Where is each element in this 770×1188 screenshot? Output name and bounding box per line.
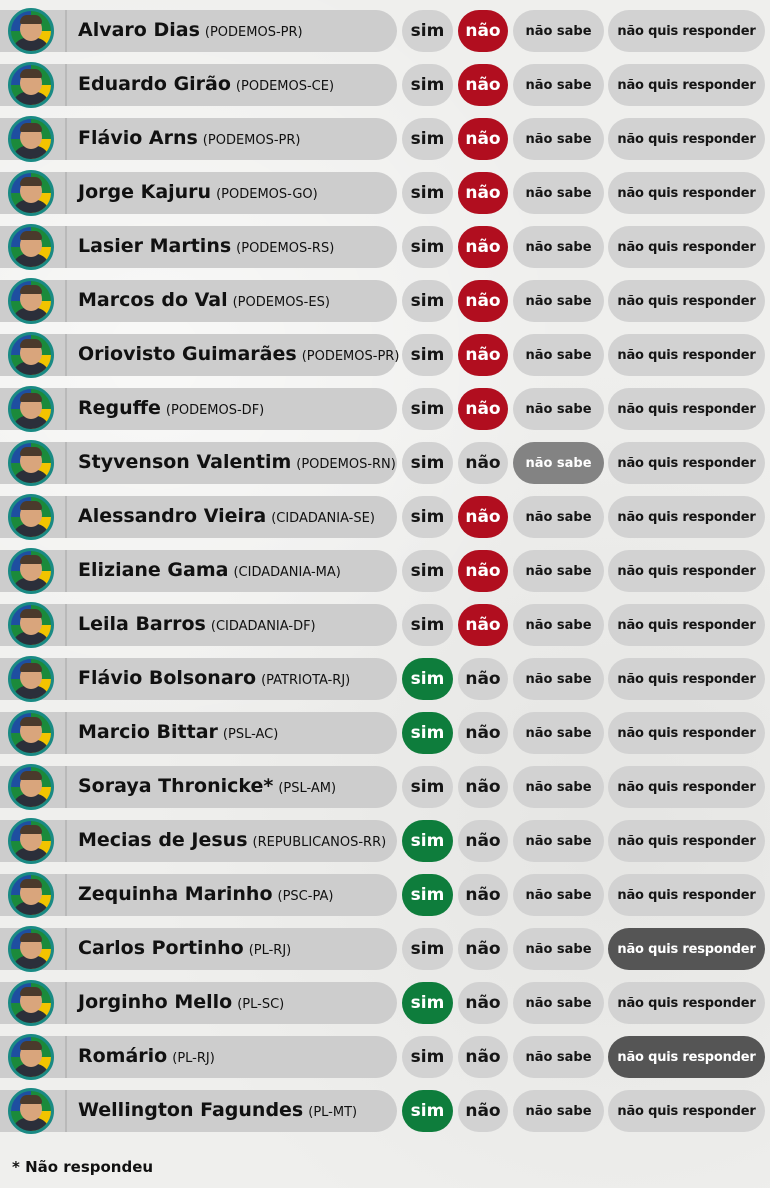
senator-photo — [8, 1088, 54, 1134]
divider — [65, 1036, 67, 1078]
answer-nao-sabe: não sabe — [513, 604, 604, 646]
senator-row — [0, 602, 770, 656]
answer-nao-sabe: não sabe — [513, 820, 604, 862]
answer-nao-quis-responder: não quis responder — [608, 658, 765, 700]
senator-name — [78, 667, 350, 689]
senator-row — [0, 1034, 770, 1088]
senator-party: (REPUBLICANOS-RR) — [252, 835, 387, 850]
answer-nao-sabe: não sabe — [513, 334, 604, 376]
divider — [65, 388, 67, 430]
senator-row — [0, 386, 770, 440]
divider — [65, 1090, 67, 1132]
answer-nao-sabe: não sabe — [513, 928, 604, 970]
answer-nao-sabe: não sabe — [513, 172, 604, 214]
answer-nao-sabe: não sabe — [513, 388, 604, 430]
senator-photo — [8, 926, 54, 972]
senator-row — [0, 656, 770, 710]
answer-sim: sim — [402, 982, 453, 1024]
answer-nao: não — [458, 928, 508, 970]
divider — [65, 820, 67, 862]
answer-nao-quis-responder: não quis responder — [608, 118, 765, 160]
senator-name-text: Wellington Fagundes — [78, 1099, 304, 1121]
senator-photo — [8, 386, 54, 432]
senator-photo — [8, 224, 54, 270]
senator-name-text: Alvaro Dias — [78, 19, 200, 41]
answer-nao: não — [458, 118, 508, 160]
senator-name-text: Jorginho Mello — [78, 991, 233, 1013]
answer-sim: sim — [402, 874, 453, 916]
senator-photo — [8, 710, 54, 756]
senator-party: (PSL-AM) — [278, 781, 337, 796]
senator-list — [0, 8, 770, 1142]
senator-row — [0, 926, 770, 980]
answer-nao-quis-responder: não quis responder — [608, 1036, 765, 1078]
senator-row — [0, 62, 770, 116]
answer-nao: não — [458, 334, 508, 376]
senator-photo — [8, 656, 54, 702]
senator-party: (PODEMOS-GO) — [216, 187, 318, 202]
senator-name-text: Romário — [78, 1045, 168, 1067]
senator-photo — [8, 440, 54, 486]
divider — [65, 658, 67, 700]
senator-photo — [8, 1034, 54, 1080]
senator-name — [78, 559, 341, 581]
divider — [65, 280, 67, 322]
answer-nao-quis-responder: não quis responder — [608, 172, 765, 214]
answer-nao: não — [458, 280, 508, 322]
answer-nao-quis-responder: não quis responder — [608, 1090, 765, 1132]
answer-nao-quis-responder: não quis responder — [608, 226, 765, 268]
senator-name — [78, 1045, 215, 1067]
answer-nao-sabe: não sabe — [513, 118, 604, 160]
senator-name — [78, 235, 334, 257]
answer-nao-sabe: não sabe — [513, 982, 604, 1024]
senator-name-text: Styvenson Valentim — [78, 451, 292, 473]
senator-party: (CIDADANIA-SE) — [271, 511, 375, 526]
senator-name-text: Marcio Bittar — [78, 721, 218, 743]
answer-nao-quis-responder: não quis responder — [608, 604, 765, 646]
answer-nao-sabe: não sabe — [513, 10, 604, 52]
senator-party: (PODEMOS-DF) — [165, 403, 265, 418]
answer-nao-sabe: não sabe — [513, 766, 604, 808]
senator-name — [78, 883, 333, 905]
senator-name — [78, 505, 375, 527]
senator-name — [78, 19, 303, 41]
divider — [65, 10, 67, 52]
answer-sim: sim — [402, 172, 453, 214]
answer-nao-sabe: não sabe — [513, 658, 604, 700]
answer-sim: sim — [402, 820, 453, 862]
senator-party: (PATRIOTA-RJ) — [261, 673, 351, 688]
answer-sim: sim — [402, 280, 453, 322]
senator-row — [0, 548, 770, 602]
senator-photo — [8, 332, 54, 378]
senator-name — [78, 127, 301, 149]
answer-nao-sabe: não sabe — [513, 1090, 604, 1132]
answer-nao-quis-responder: não quis responder — [608, 64, 765, 106]
answer-nao: não — [458, 10, 508, 52]
answer-nao: não — [458, 496, 508, 538]
answer-nao: não — [458, 604, 508, 646]
senator-photo — [8, 872, 54, 918]
senator-row — [0, 332, 770, 386]
senator-name — [78, 937, 291, 959]
senator-name — [78, 289, 330, 311]
senator-name-text: Lasier Martins — [78, 235, 232, 257]
answer-nao-quis-responder: não quis responder — [608, 874, 765, 916]
senator-row — [0, 224, 770, 278]
divider — [65, 442, 67, 484]
answer-nao: não — [458, 442, 508, 484]
answer-nao: não — [458, 820, 508, 862]
answer-nao-quis-responder: não quis responder — [608, 550, 765, 592]
senator-name — [78, 721, 278, 743]
senator-photo — [8, 818, 54, 864]
senator-party: (PSC-PA) — [277, 889, 334, 904]
senator-row — [0, 764, 770, 818]
answer-sim: sim — [402, 712, 453, 754]
senator-photo — [8, 494, 54, 540]
answer-nao-sabe: não sabe — [513, 64, 604, 106]
senator-party: (CIDADANIA-MA) — [233, 565, 341, 580]
answer-nao-quis-responder: não quis responder — [608, 928, 765, 970]
answer-nao: não — [458, 172, 508, 214]
senator-row — [0, 710, 770, 764]
answer-nao: não — [458, 874, 508, 916]
answer-nao-quis-responder: não quis responder — [608, 388, 765, 430]
senator-row — [0, 1088, 770, 1142]
answer-nao: não — [458, 550, 508, 592]
answer-nao-quis-responder: não quis responder — [608, 442, 765, 484]
answer-nao: não — [458, 1090, 508, 1132]
answer-sim: sim — [402, 226, 453, 268]
answer-sim: sim — [402, 1036, 453, 1078]
divider — [65, 982, 67, 1024]
senator-row — [0, 440, 770, 494]
divider — [65, 334, 67, 376]
senator-row — [0, 8, 770, 62]
answer-sim: sim — [402, 928, 453, 970]
divider — [65, 64, 67, 106]
senator-photo — [8, 764, 54, 810]
senator-party: (PL-RJ) — [248, 943, 292, 958]
divider — [65, 874, 67, 916]
senator-name-text: Reguffe — [78, 397, 161, 419]
answer-nao: não — [458, 64, 508, 106]
senator-name-text: Jorge Kajuru — [78, 181, 212, 203]
answer-nao-quis-responder: não quis responder — [608, 766, 765, 808]
senator-photo — [8, 62, 54, 108]
divider — [65, 766, 67, 808]
answer-nao-quis-responder: não quis responder — [608, 820, 765, 862]
answer-sim: sim — [402, 388, 453, 430]
divider — [65, 712, 67, 754]
senator-name-text: Oriovisto Guimarães — [78, 343, 297, 365]
senator-name-text: Eliziane Gama — [78, 559, 229, 581]
answer-nao-quis-responder: não quis responder — [608, 712, 765, 754]
answer-sim: sim — [402, 604, 453, 646]
senator-name — [78, 991, 284, 1013]
senator-row — [0, 170, 770, 224]
answer-nao-quis-responder: não quis responder — [608, 982, 765, 1024]
senator-name-text: Carlos Portinho — [78, 937, 244, 959]
divider — [65, 118, 67, 160]
senator-name-text: Flávio Bolsonaro — [78, 667, 257, 689]
answer-sim: sim — [402, 64, 453, 106]
senator-party: (PODEMOS-ES) — [232, 295, 330, 310]
senator-name-text: Flávio Arns — [78, 127, 198, 149]
senator-photo — [8, 170, 54, 216]
answer-nao: não — [458, 388, 508, 430]
senator-row — [0, 818, 770, 872]
answer-sim: sim — [402, 550, 453, 592]
divider — [65, 928, 67, 970]
senator-party: (PL-SC) — [237, 997, 285, 1012]
answer-nao: não — [458, 1036, 508, 1078]
answer-nao: não — [458, 766, 508, 808]
senator-name — [78, 73, 334, 95]
answer-sim: sim — [402, 1090, 453, 1132]
senator-party: (PODEMOS-PR) — [204, 25, 303, 40]
answer-nao-sabe: não sabe — [513, 496, 604, 538]
senator-photo — [8, 980, 54, 1026]
senator-party: (CIDADANIA-DF) — [210, 619, 316, 634]
answer-sim: sim — [402, 442, 453, 484]
answer-nao-sabe: não sabe — [513, 1036, 604, 1078]
senator-photo — [8, 602, 54, 648]
answer-nao: não — [458, 982, 508, 1024]
senator-name — [78, 1099, 357, 1121]
senator-name-text: Eduardo Girão — [78, 73, 231, 95]
senator-party: (PL-MT) — [308, 1105, 358, 1120]
senator-photo — [8, 8, 54, 54]
answer-nao-quis-responder: não quis responder — [608, 10, 765, 52]
senator-photo — [8, 278, 54, 324]
senator-name-text: Zequinha Marinho — [78, 883, 273, 905]
senator-name-text: Leila Barros — [78, 613, 206, 635]
divider — [65, 496, 67, 538]
answer-sim: sim — [402, 334, 453, 376]
senator-row — [0, 278, 770, 332]
answer-nao-sabe: não sabe — [513, 874, 604, 916]
answer-sim: sim — [402, 766, 453, 808]
divider — [65, 550, 67, 592]
senator-party: (PSL-AC) — [222, 727, 279, 742]
answer-sim: sim — [402, 10, 453, 52]
senator-party: (PODEMOS-CE) — [235, 79, 335, 94]
divider — [65, 226, 67, 268]
answer-nao-sabe: não sabe — [513, 550, 604, 592]
senator-party: (PODEMOS-RS) — [236, 241, 335, 256]
senator-name — [78, 181, 318, 203]
senator-row — [0, 980, 770, 1034]
senator-name — [78, 343, 399, 365]
senator-photo — [8, 548, 54, 594]
answer-nao: não — [458, 658, 508, 700]
senator-name — [78, 775, 336, 797]
answer-nao-quis-responder: não quis responder — [608, 496, 765, 538]
answer-nao-quis-responder: não quis responder — [608, 280, 765, 322]
senator-party: (PL-RJ) — [172, 1051, 215, 1066]
senator-party: (PODEMOS-PR) — [202, 133, 301, 148]
senator-row — [0, 872, 770, 926]
senator-name-text: Soraya Thronicke* — [78, 775, 274, 797]
senator-photo — [8, 116, 54, 162]
senator-party: (PODEMOS-RN) — [296, 457, 396, 472]
divider — [65, 604, 67, 646]
senator-name — [78, 451, 396, 473]
senator-name-text: Marcos do Val — [78, 289, 228, 311]
answer-nao: não — [458, 226, 508, 268]
answer-sim: sim — [402, 118, 453, 160]
footnote: * Não respondeu — [12, 1158, 154, 1176]
answer-nao-sabe: não sabe — [513, 226, 604, 268]
senator-name — [78, 829, 386, 851]
answer-nao-sabe: não sabe — [513, 280, 604, 322]
senator-row — [0, 116, 770, 170]
senator-name — [78, 613, 316, 635]
answer-sim: sim — [402, 658, 453, 700]
senator-party: (PODEMOS-PR) — [301, 349, 400, 364]
answer-nao-quis-responder: não quis responder — [608, 334, 765, 376]
answer-nao: não — [458, 712, 508, 754]
divider — [65, 172, 67, 214]
senator-row — [0, 494, 770, 548]
senator-name-text: Alessandro Vieira — [78, 505, 267, 527]
answer-sim: sim — [402, 496, 453, 538]
senator-name-text: Mecias de Jesus — [78, 829, 248, 851]
answer-nao-sabe: não sabe — [513, 712, 604, 754]
answer-nao-sabe: não sabe — [513, 442, 604, 484]
senator-name — [78, 397, 264, 419]
